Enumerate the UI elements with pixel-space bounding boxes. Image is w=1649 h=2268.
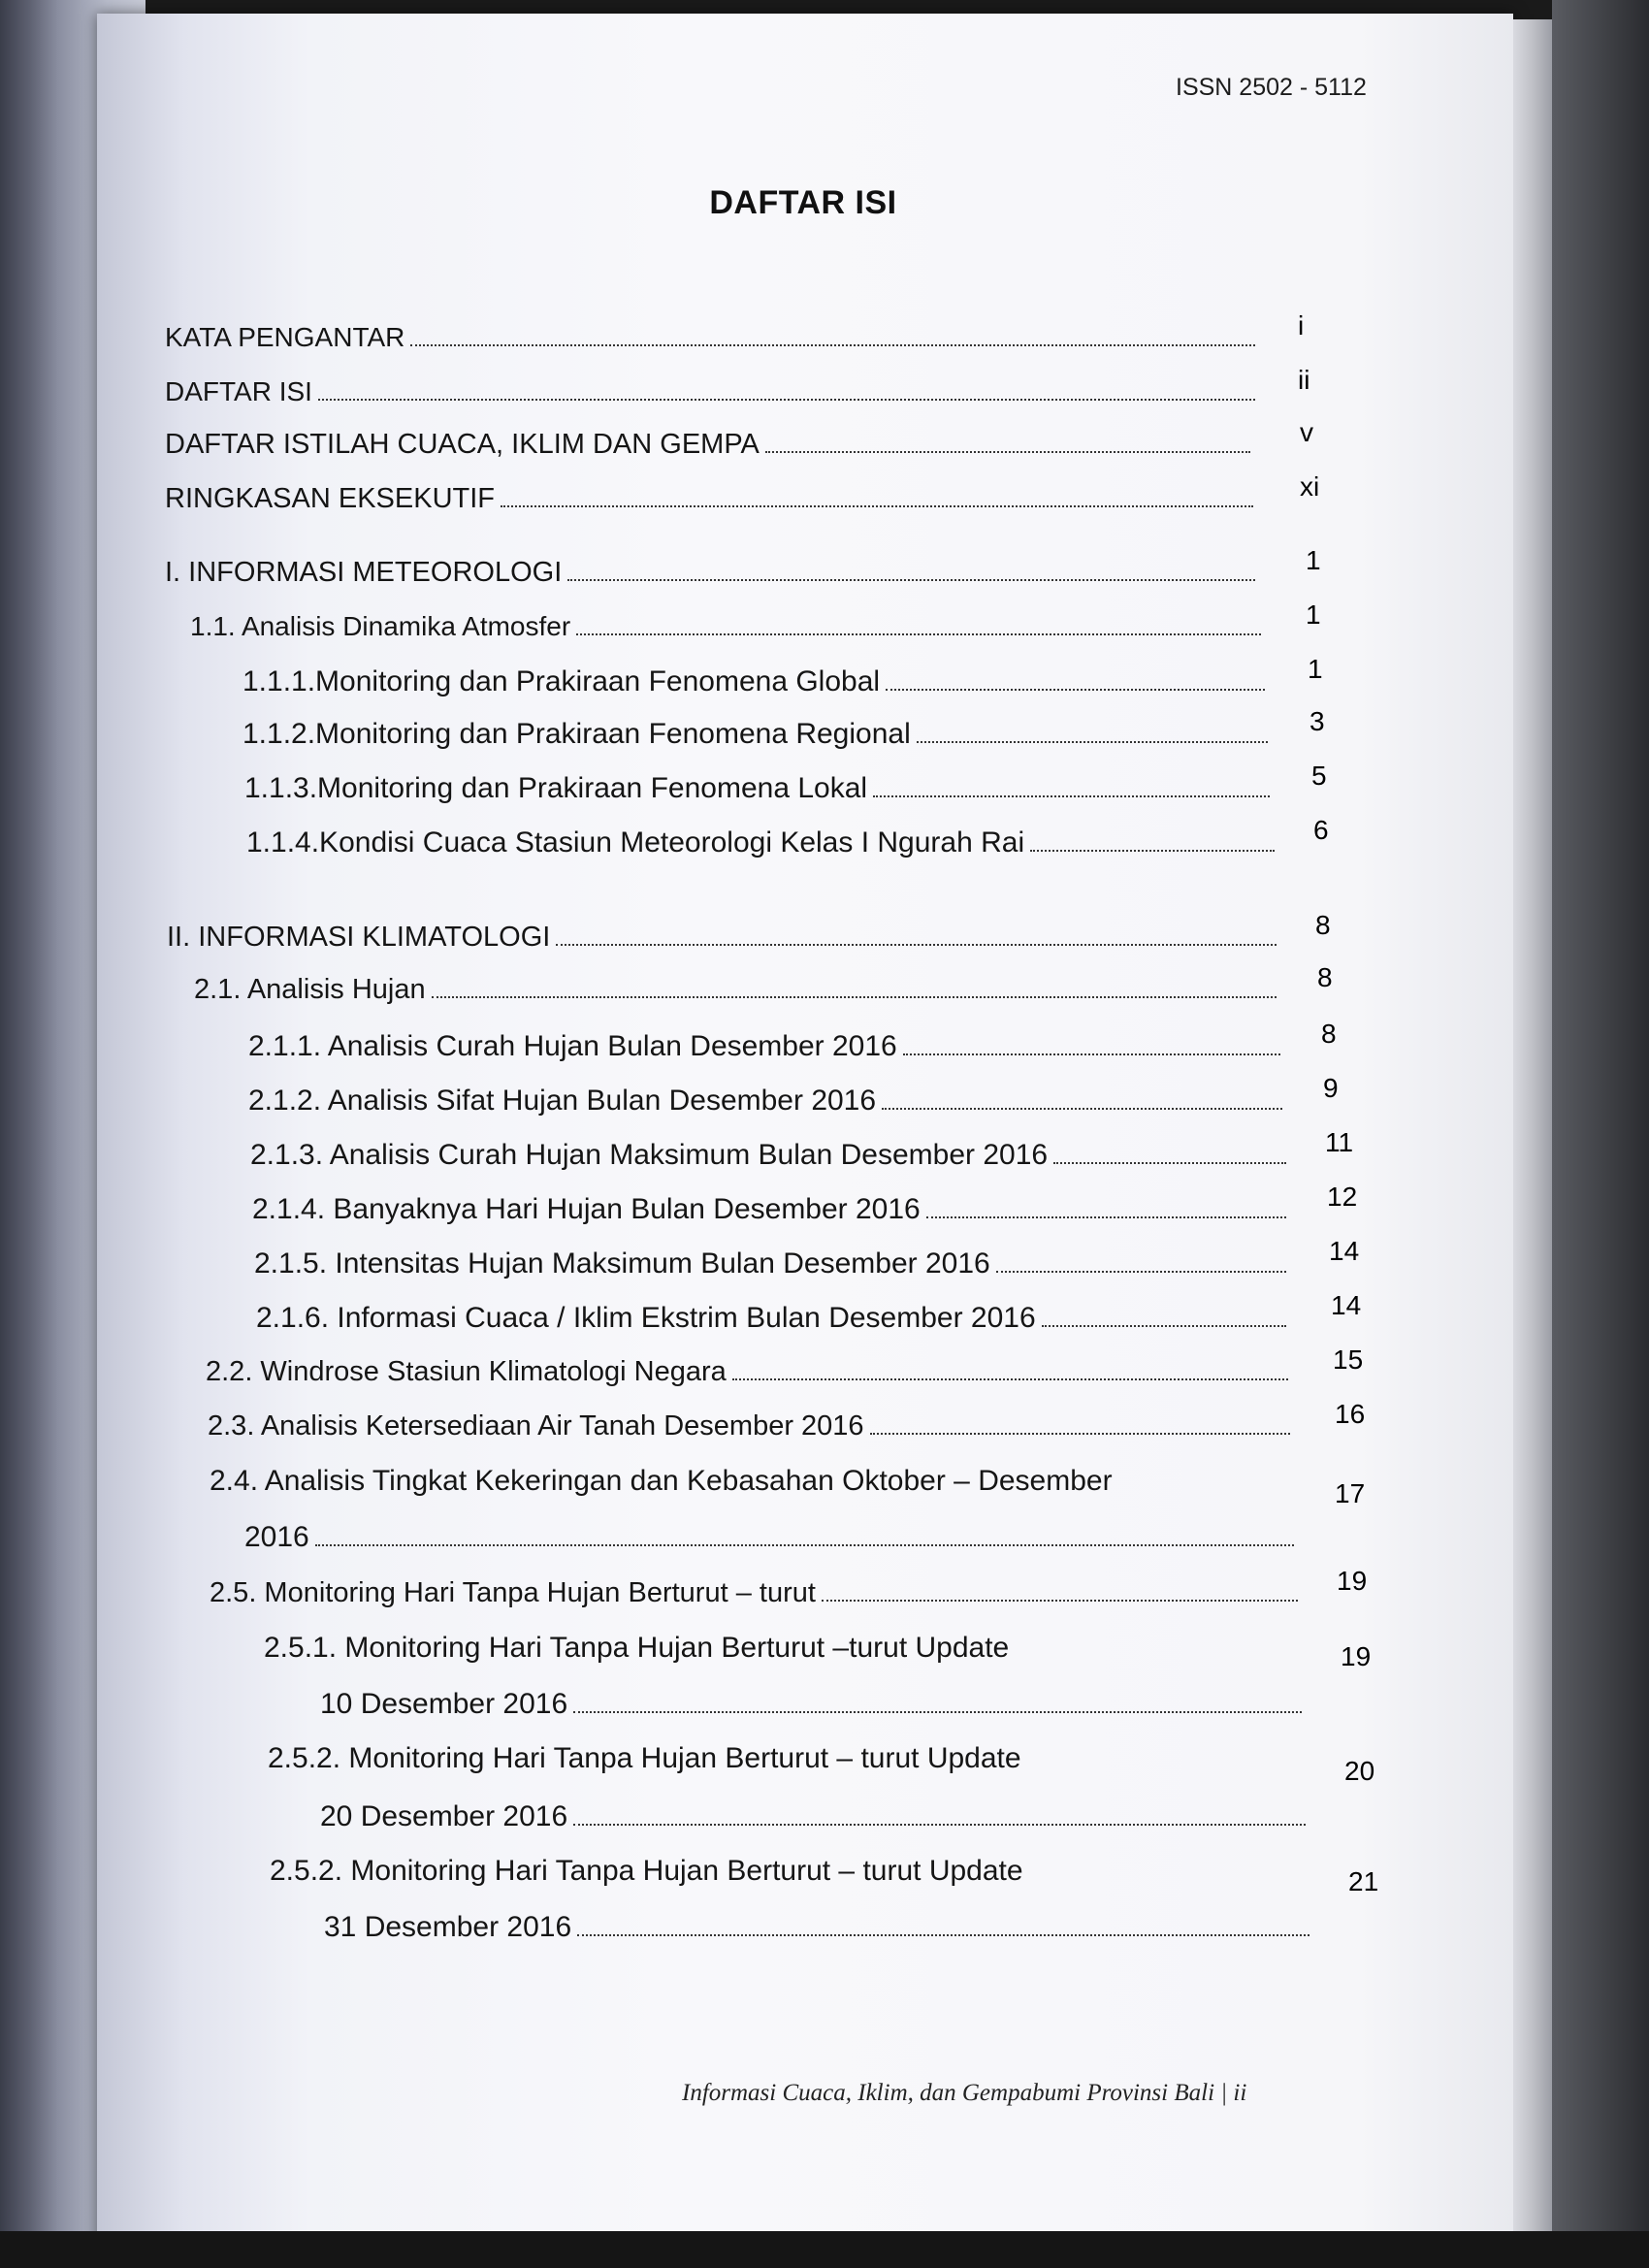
toc-page-number: 16: [1335, 1399, 1366, 1429]
toc-dot-leader: [573, 1710, 1302, 1713]
toc-entry[interactable]: [210, 1465, 1306, 1498]
toc-entry[interactable]: [248, 1085, 1288, 1118]
toc-entry-label: 2.4. Analisis Tingkat Kekeringan dan Kebasahan Oktober – Desember: [210, 1465, 1113, 1497]
toc-entry[interactable]: [246, 826, 1280, 859]
toc-page-number: 17: [1335, 1478, 1366, 1508]
toc-page-number: 19: [1337, 1566, 1368, 1596]
toc-page-number: 5: [1311, 761, 1327, 791]
toc-dot-leader: [501, 504, 1253, 507]
toc-dot-leader: [903, 1053, 1280, 1055]
toc-entry[interactable]: [264, 1632, 1306, 1665]
toc-entry-label: 1.1.1.Monitoring dan Prakiraan Fenomena Global: [242, 665, 881, 697]
toc-entry[interactable]: [244, 1521, 1300, 1554]
toc-entry[interactable]: [194, 974, 1282, 1006]
toc-entry-label: 2.2. Windrose Stasiun Klimatologi Negara: [206, 1356, 727, 1387]
toc-dot-leader: [577, 1933, 1310, 1936]
toc-page-number: 9: [1323, 1073, 1339, 1103]
toc-entry[interactable]: [248, 1030, 1286, 1063]
toc-dot-leader: [765, 450, 1250, 453]
toc-page-number: 1: [1306, 599, 1321, 630]
toc-entry-label: 2016: [244, 1521, 309, 1553]
toc-entry[interactable]: [252, 1193, 1292, 1226]
toc-page-number: v: [1300, 417, 1313, 447]
toc-page-number: 15: [1333, 1345, 1364, 1375]
toc-entry[interactable]: [206, 1356, 1294, 1388]
toc-dot-leader: [576, 632, 1261, 635]
toc-page-number: 14: [1329, 1236, 1360, 1266]
toc-entry[interactable]: [242, 665, 1271, 698]
toc-entry[interactable]: [165, 557, 1261, 589]
toc-entry-label: II. INFORMASI KLIMATOLOGI: [167, 922, 551, 953]
page-title: DAFTAR ISI: [709, 184, 897, 221]
toc-entry[interactable]: [256, 1302, 1292, 1335]
toc-entry[interactable]: [244, 772, 1276, 805]
toc-dot-leader: [870, 1432, 1290, 1435]
toc-entry-label: 1.1. Analisis Dinamika Atmosfer: [190, 611, 571, 641]
toc-dot-leader: [732, 1377, 1288, 1380]
toc-page-number: ii: [1298, 365, 1310, 395]
toc-entry-label: 2.1.5. Intensitas Hujan Maksimum Bulan Desember 2016: [254, 1247, 990, 1280]
toc-dot-leader: [886, 688, 1265, 691]
toc-entry[interactable]: [165, 483, 1259, 515]
toc-dot-leader: [873, 794, 1270, 797]
toc-entry-label: 1.1.4.Kondisi Cuaca Stasiun Meteorologi Kelas I Ngurah Rai: [246, 826, 1025, 859]
toc-page-number: 19: [1341, 1641, 1372, 1671]
toc-entry[interactable]: [167, 922, 1282, 954]
toc-entry[interactable]: [165, 376, 1261, 407]
scan-background-bottom: [0, 2231, 1649, 2268]
toc-entry-label: 10 Desember 2016: [320, 1688, 568, 1720]
toc-dot-leader: [573, 1823, 1306, 1826]
toc-entry-label: 2.1. Analisis Hujan: [194, 974, 426, 1005]
toc-entry[interactable]: [270, 1855, 1313, 1888]
toc-entry[interactable]: [324, 1911, 1315, 1944]
table-of-contents: [97, 14, 1513, 2245]
toc-dot-leader: [1053, 1161, 1286, 1164]
toc-entry[interactable]: [208, 1410, 1296, 1442]
toc-entry[interactable]: [268, 1742, 1310, 1775]
toc-dot-leader: [822, 1599, 1298, 1602]
toc-page-number: 8: [1317, 962, 1333, 992]
toc-entry-label: I. INFORMASI METEOROLOGI: [165, 557, 563, 588]
page-footer: Informasi Cuaca, Iklim, dan Gempabumi Provinsi Bali | ii: [682, 2080, 1247, 2106]
toc-page-number: i: [1298, 310, 1305, 340]
page-stack-edge: [1513, 19, 1552, 2231]
toc-dot-leader: [410, 343, 1255, 346]
toc-entry[interactable]: [320, 1688, 1308, 1721]
toc-entry[interactable]: [165, 429, 1256, 461]
toc-entry-label: 31 Desember 2016: [324, 1911, 572, 1943]
toc-entry-label: 2.1.4. Banyaknya Hari Hujan Bulan Desember 2016: [252, 1193, 921, 1225]
toc-entry-label: 2.1.3. Analisis Curah Hujan Maksimum Bulan Desember 2016: [250, 1139, 1049, 1171]
toc-entry-label: 2.1.1. Analisis Curah Hujan Bulan Desember 2016: [248, 1030, 897, 1062]
toc-entry-label: 2.5.2. Monitoring Hari Tanpa Hujan Berturut – turut Update: [268, 1742, 1021, 1774]
toc-dot-leader: [1042, 1324, 1286, 1327]
toc-page-number: 21: [1348, 1866, 1379, 1896]
toc-entry-label: 2.3. Analisis Ketersediaan Air Tanah Desember 2016: [208, 1410, 864, 1442]
toc-page-number: 3: [1310, 706, 1325, 736]
toc-page-number: xi: [1300, 471, 1320, 502]
toc-entry-label: 2.1.2. Analisis Sifat Hujan Bulan Desember 2016: [248, 1085, 877, 1117]
toc-entry[interactable]: [190, 611, 1267, 642]
toc-dot-leader: [567, 578, 1255, 581]
document-page: [97, 14, 1513, 2245]
toc-page-number: 6: [1313, 815, 1329, 845]
toc-entry-label: DAFTAR ISTILAH CUACA, IKLIM DAN GEMPA: [165, 429, 760, 460]
toc-entry[interactable]: [254, 1247, 1292, 1280]
toc-entry[interactable]: [242, 718, 1274, 751]
toc-dot-leader: [318, 398, 1255, 401]
toc-page-number: 8: [1321, 1019, 1337, 1049]
toc-dot-leader: [926, 1215, 1286, 1218]
toc-dot-leader: [882, 1107, 1282, 1110]
toc-page-number: 12: [1327, 1182, 1358, 1212]
toc-entry-label: 2.1.6. Informasi Cuaca / Iklim Ekstrim Bulan Desember 2016: [256, 1302, 1036, 1334]
toc-page-number: 1: [1306, 545, 1321, 575]
toc-page-number: 14: [1331, 1290, 1362, 1320]
toc-entry-label: RINGKASAN EKSEKUTIF: [165, 483, 496, 514]
scan-background-right: [1552, 0, 1649, 2268]
toc-page-number: 1: [1308, 654, 1323, 684]
toc-page-number: 8: [1315, 910, 1331, 940]
toc-dot-leader: [1030, 849, 1275, 852]
toc-entry-label: 1.1.2.Monitoring dan Prakiraan Fenomena Regional: [242, 718, 911, 750]
toc-entry-label: DAFTAR ISI: [165, 376, 312, 406]
toc-dot-leader: [432, 995, 1277, 998]
issn-number: ISSN 2502 - 5112: [1176, 74, 1367, 101]
toc-entry-label: 2.5.2. Monitoring Hari Tanpa Hujan Berturut – turut Update: [270, 1855, 1023, 1887]
toc-entry[interactable]: [320, 1800, 1311, 1833]
toc-entry-label: 2.5.1. Monitoring Hari Tanpa Hujan Berturut –turut Update: [264, 1632, 1010, 1664]
toc-dot-leader: [315, 1543, 1294, 1546]
toc-entry[interactable]: [250, 1139, 1292, 1172]
toc-entry-label: 1.1.3.Monitoring dan Prakiraan Fenomena Lokal: [244, 772, 868, 804]
toc-entry[interactable]: [210, 1577, 1304, 1609]
toc-page-number: 11: [1325, 1127, 1354, 1157]
toc-dot-leader: [917, 740, 1268, 743]
toc-page-number: 20: [1344, 1756, 1375, 1786]
toc-dot-leader: [556, 943, 1277, 946]
toc-entry-label: KATA PENGANTAR: [165, 322, 405, 352]
toc-dot-leader: [996, 1270, 1286, 1273]
toc-entry-label: 20 Desember 2016: [320, 1800, 568, 1832]
toc-entry-label: 2.5. Monitoring Hari Tanpa Hujan Berturut – turut: [210, 1577, 816, 1608]
toc-entry[interactable]: [165, 322, 1261, 353]
